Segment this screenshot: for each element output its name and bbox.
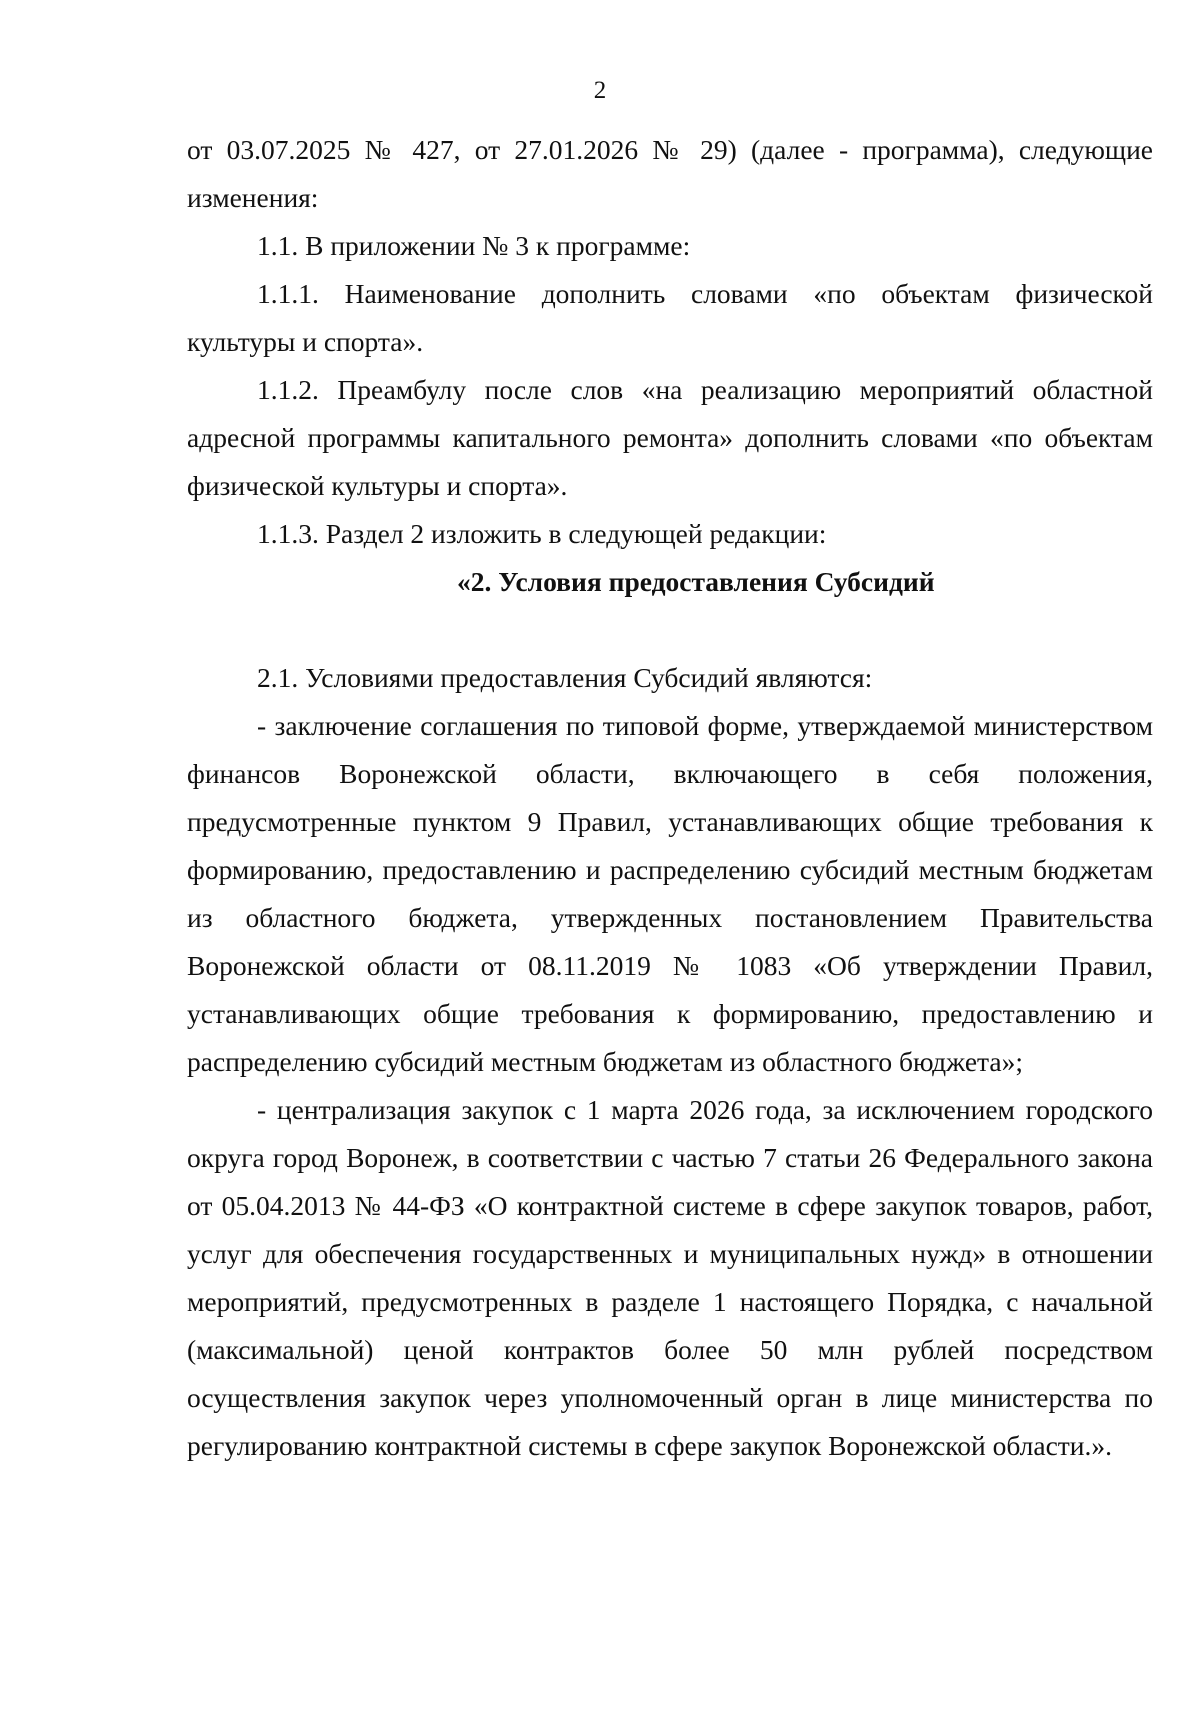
paragraph-1-1-2: 1.1.2. Преамбулу после слов «на реализацию мероприятий областной адресной программы капитального ремонта» дополнить словами «по объектам физической культуры и спорта». <box>187 374 1153 501</box>
list-item-agreement: - заключение соглашения по типовой форме, утверждаемой министерством финансов Воронежской области, включающего в себя положения, предусмотренные пунктом 9 Правил, устанавливающих общие требования к формированию, предоставлению и распределению субсидий местным бюджетам из областного бюджета, утвержденных постановлением Правительства Воронежской области от 08.11.2019 № 1083 «Об утверждении Правил, устанавливающих общие требования к формированию, предоставлению и распределению субсидий местным бюджетам из областного бюджета»; <box>187 710 1153 1077</box>
document-body <box>187 126 1153 1470</box>
paragraph-1-1-3: 1.1.3. Раздел 2 изложить в следующей редакции: <box>257 518 827 549</box>
paragraph-1-1-1: 1.1.1. Наименование дополнить словами «по объектам физической культуры и спорта». <box>187 278 1153 357</box>
section-heading: «2. Условия предоставления Субсидий <box>457 566 935 597</box>
page-number: 2 <box>593 77 607 104</box>
list-item-centralization: - централизация закупок с 1 марта 2026 года, за исключением городского округа город Воронеж, в соответствии с частью 7 статьи 26 Федерального закона от 05.04.2013 № 44-ФЗ «О контрактной системе в сфере закупок товаров, работ, услуг для обеспечения государственных и муниципальных нужд» в отношении мероприятий, предусмотренных в разделе 1 настоящего Порядка, с начальной (максимальной) ценой контрактов более 50 млн рублей посредством осуществления закупок через уполномоченный орган в лице министерства по регулированию контрактной системы в сфере закупок Воронежской области.». <box>187 1094 1153 1461</box>
paragraph-1-1: 1.1. В приложении № 3 к программе: <box>257 230 691 261</box>
paragraph-2-1: 2.1. Условиями предоставления Субсидий являются: <box>257 662 873 693</box>
paragraph-intro: от 03.07.2025 № 427, от 27.01.2026 № 29) (далее - программа), следующие изменения: <box>187 134 1153 213</box>
spacer <box>187 606 1153 654</box>
